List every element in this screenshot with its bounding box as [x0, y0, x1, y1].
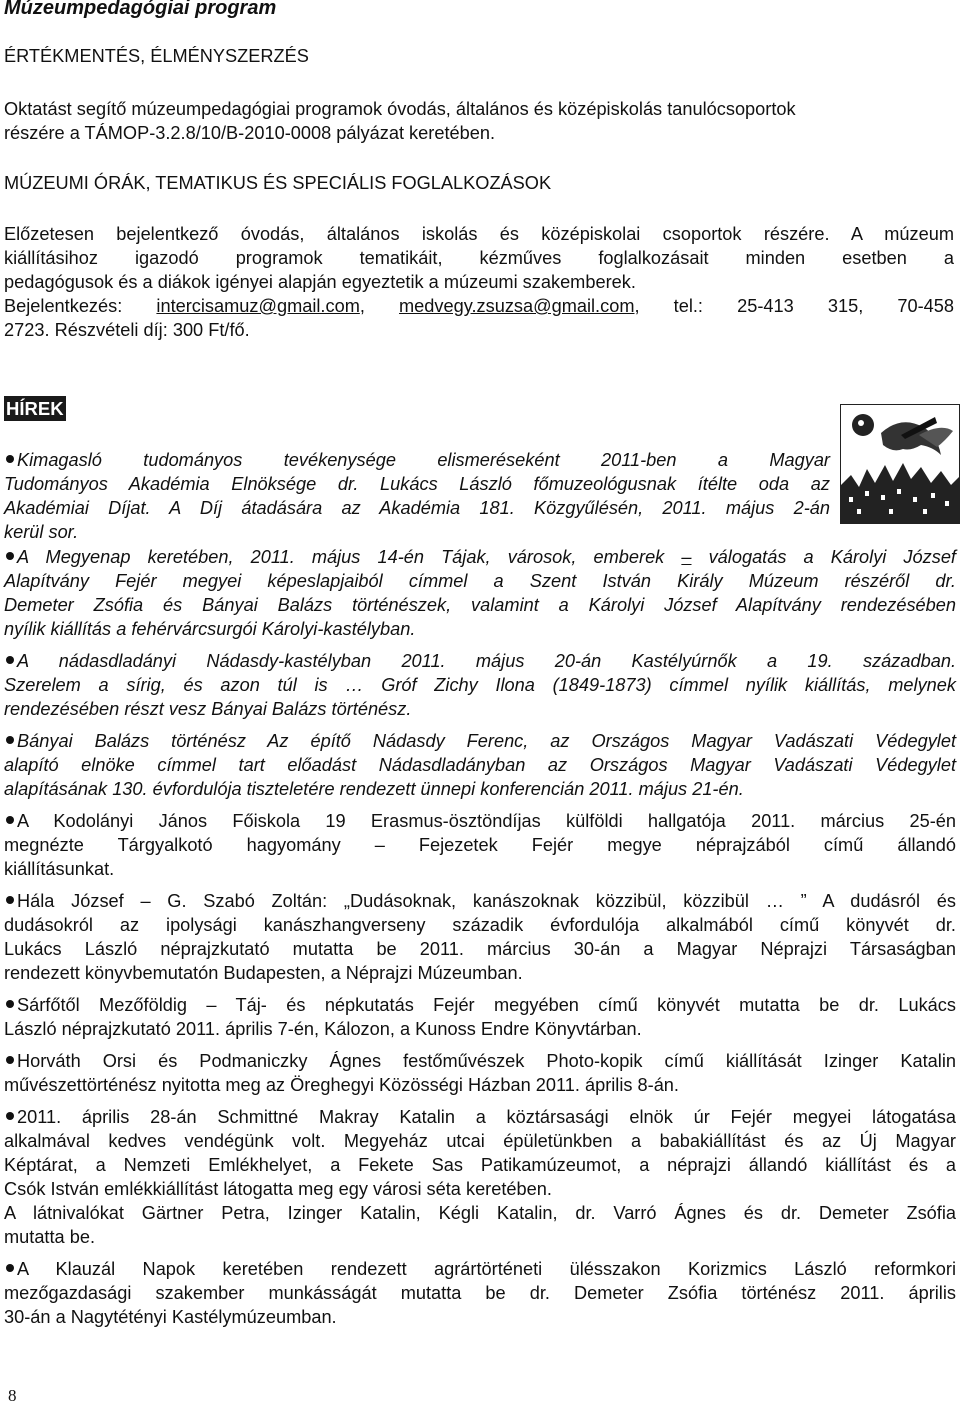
news-item-1 [4, 448, 830, 544]
news-text: Akadémiai Díjat. A Díj átadására az Akadémia 181. Közgyűlésén, 2011. május 2-án [4, 498, 830, 518]
news-text: alapító elnöke címmel tart előadást Nádasdladányban az Országos Magyar Vadászati Védegylet [4, 755, 956, 775]
news-text: Lukács László néprajzkutató mutatta be 2011. március 30-án a Magyar Néprajzi Társaságban [4, 939, 956, 959]
booking-line-2: 2723. Részvételi díj: 300 Ft/fő. [4, 320, 250, 340]
news-text: Horváth Orsi és Podmaniczky Ágnes festőművészek Photo-kopik című kiállítását Izinger Katalin [17, 1051, 956, 1071]
section-title: MÚZEUMI ÓRÁK, TEMATIKUS ÉS SPECIÁLIS FOGLALKOZÁSOK [4, 173, 552, 193]
news-text: A látnivalókat Gärtner Petra, Izinger Katalin, Kégli Katalin, dr. Varró Ágnes és dr. Demeter Zsófia [4, 1203, 956, 1223]
news-text: mutatta be. [4, 1227, 95, 1247]
news-text: Szerelem a sírig, és azon túl is … Gróf Zichy Ilona (1849-1873) címmel nyílik kiállítás, melynek [4, 675, 956, 695]
news-text: László néprajzkutató 2011. április 7-én, Kálozon, a Kunoss Endre Könyvtárban. [4, 1019, 642, 1039]
news-heading: HÍREK [6, 398, 64, 419]
news-text: Hála József – G. Szabó Zoltán: „Dudásoknak, kanászoknak közzibül, közzibül … ” A dudásról és [17, 891, 956, 911]
news-text: mezőgazdasági szakember munkásságát mutatta be dr. Demeter Zsófia történész 2011. április [4, 1283, 956, 1303]
news-item-6 [4, 889, 956, 985]
news-list [4, 448, 956, 1329]
news-text: Bányai Balázs történész Az építő Nádasdy Ferenc, az Országos Magyar Vadászati Védegylet [17, 731, 956, 751]
section-line: Előzetesen bejelentkező óvodás, általános iskolás és középiskolai csoportok részére. A múzeum [4, 224, 954, 244]
news-text: rendezett könyvbemutatón Budapesten, a Néprajzi Múzeumban. [4, 963, 523, 983]
news-text: Sárfőtől Mezőföldig – Táj- és népkutatás Fejér megyében című könyvét mutatta be dr. Lukács [17, 995, 956, 1015]
bullet-icon [6, 552, 14, 560]
section-line: kiállításihoz igazodó programok tematikáit, kézműves foglalkozásait minden esetben a [4, 248, 954, 268]
subheading: ÉRTÉKMENTÉS, ÉLMÉNYSZERZÉS [4, 46, 309, 66]
intro-line: részére a TÁMOP-3.2.8/10/B-2010-0008 pályázat keretében. [4, 123, 496, 143]
news-text: A nádasdladányi Nádasdy-kastélyban 2011. május 20-án Kastélyúrnők a 19. században. [17, 651, 956, 671]
news-text: Tudományos Akadémia Elnöksége dr. Lukács László főmuzeológusnak ítélte oda az [4, 474, 830, 494]
news-text: kerül sor. [4, 522, 79, 542]
news-item-2 [4, 545, 956, 641]
booking-sep: , [359, 296, 400, 316]
news-text: A Klauzál Napok keretében rendezett agrártörténeti ülésszakon Korizmics László reformkori [17, 1259, 956, 1279]
news-text: művészettörténész nyitotta meg az Öreghegyi Közösségi Házban 2011. április 8-án. [4, 1075, 679, 1095]
news-text: nyílik kiállítás a fehérvárcsurgói Károlyi-kastélyban. [4, 619, 416, 639]
bullet-icon [6, 1112, 14, 1120]
bullet-icon [6, 736, 14, 744]
news-item-3 [4, 649, 956, 721]
news-item-4 [4, 729, 956, 801]
section-line: pedagógusok és a diákok igényei alapján egyeztetik a múzeumi szakemberek. [4, 272, 636, 292]
news-text: 30-án a Nagytétényi Kastélymúzeumban. [4, 1307, 337, 1327]
bullet-icon [6, 816, 14, 824]
bullet-icon [6, 896, 14, 904]
news-text: dudásokról az ipolysági kanászhangverseny századik évfordulója alkalmából című könyvét dr. [4, 915, 956, 935]
booking-line [4, 294, 954, 318]
news-item-7 [4, 993, 956, 1041]
section-paragraph [4, 222, 954, 342]
news-text: Alapítvány Fejér megyei képeslapjaiból címmel a Szent István Király Múzeum részéről dr. [4, 571, 956, 591]
news-item-5 [4, 809, 956, 881]
bullet-icon [6, 1000, 14, 1008]
page-number: 8 [8, 1386, 17, 1405]
bullet-icon [6, 1056, 14, 1064]
news-text: Csók István emlékkiállítást látogatta meg egy városi séta keretében. [4, 1179, 552, 1199]
news-item-9 [4, 1105, 956, 1249]
email-link-2[interactable]: medvegy.zsuzsa@gmail.com [399, 296, 635, 316]
news-text: Kimagasló tudományos tevékenysége elismeréseként 2011-ben a Magyar [17, 450, 830, 470]
news-text: válogatás a Károlyi József [691, 547, 956, 567]
booking-label: Bejelentkezés: [4, 296, 157, 316]
news-item-10 [4, 1257, 956, 1329]
intro-paragraph [4, 97, 928, 145]
news-text: Demeter Zsófia és Bányai Balázs történészek, valamint a Károlyi József Alapítvány rendezésében [4, 595, 956, 615]
bullet-icon [6, 1264, 14, 1272]
bullet-icon [6, 656, 14, 664]
bullet-icon [6, 455, 14, 463]
news-text: – [681, 547, 692, 567]
news-text: alapításának 130. évfordulója tiszteletére rendezett ünnepi konferencián 2011. május 21-én. [4, 779, 744, 799]
booking-tel: , tel.: 25-413 315, 70-458 [634, 296, 955, 316]
news-text: alkalmával kedves vendégünk volt. Megyeház utcai épületünkben a babakiállítást és az Új Magyar [4, 1131, 956, 1151]
news-text: kiállításunkat. [4, 859, 115, 879]
news-text: A Kodolányi János Főiskola 19 Erasmus-ösztöndíjas külföldi hallgatója 2011. március 25-én [17, 811, 956, 831]
news-text: A Megyenap keretében, 2011. május 14-én Tájak, városok, emberek [17, 547, 682, 567]
news-text: 2011. április 28-án Schmittné Makray Katalin a köztársasági elnök úr Fejér megyei látogatása [17, 1107, 956, 1127]
news-text: rendezésében részt vesz Bányai Balázs történész. [4, 699, 412, 719]
page-heading: Múzeumpedagógiai program [4, 0, 277, 19]
intro-line: Oktatást segítő múzeumpedagógiai programok óvodás, általános és középiskolás tanulócsoportok [4, 99, 796, 119]
news-text: Képtárat, a Nemzeti Emlékhelyet, a Fekete Sas Patikamúzeumot, a néprajzi állandó kiállítást és a [4, 1155, 956, 1175]
news-text: megnézte Tárgyalkotó hagyomány – Fejezetek Fejér megye néprajzából című állandó [4, 835, 956, 855]
news-item-8 [4, 1049, 956, 1097]
email-link-1[interactable]: intercisamuz@gmail.com [156, 296, 360, 316]
